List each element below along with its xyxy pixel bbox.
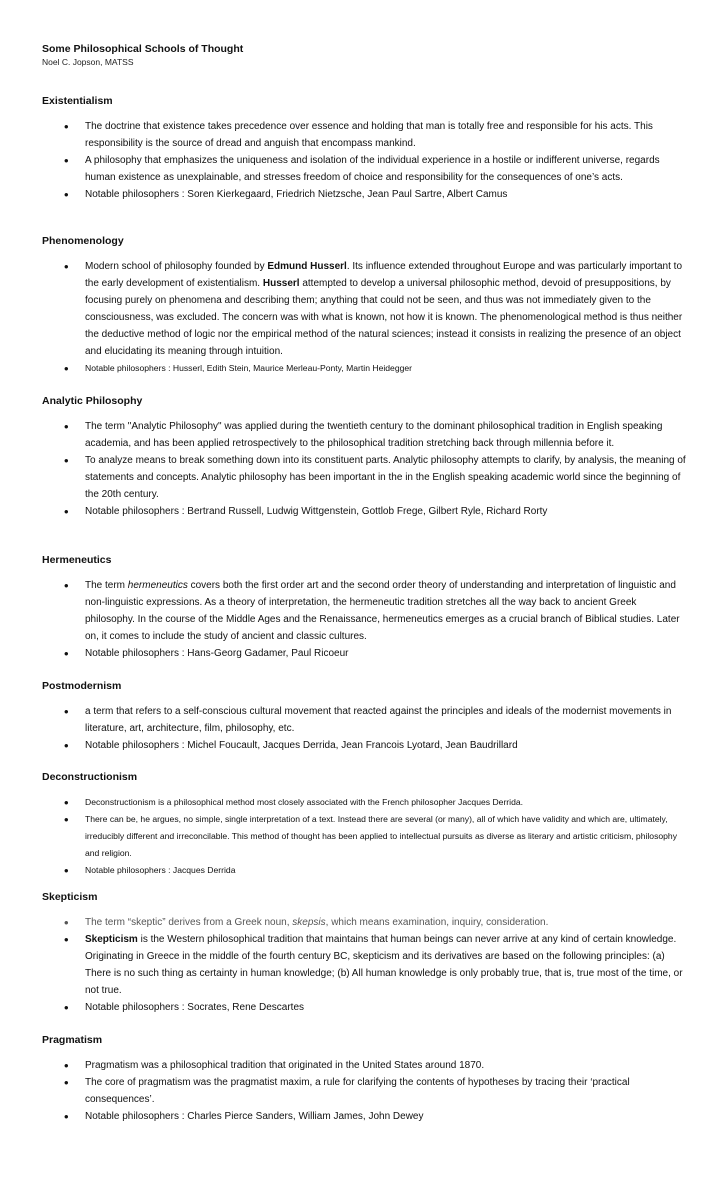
list-item: • A philosophy that emphasizes the uniqueness and isolation of the individual experience in a hostile or indifferent universe, regards human existence as unexplainable, and stresses freedom of choice and responsibility for the consequences of one’s acts. <box>42 152 688 186</box>
bullet-list <box>42 577 688 662</box>
bullet-list <box>42 118 688 203</box>
list-item: • Notable philosophers : Charles Pierce Sanders, William James, John Dewey <box>42 1108 688 1125</box>
list-item: • The core of pragmatism was the pragmatist maxim, a rule for clarifying the contents of hypotheses by tracing their ‘practical consequences’. <box>42 1074 688 1108</box>
list-item: • Notable philosophers : Soren Kierkegaard, Friedrich Nietzsche, Jean Paul Sartre, Albert Camus <box>42 186 688 203</box>
section-skepticism <box>42 890 688 1016</box>
section-analytic-philosophy <box>42 394 688 520</box>
bullet-list <box>42 794 688 879</box>
list-item: • Notable philosophers : Michel Foucault, Jacques Derrida, Jean Francois Lyotard, Jean Baudrillard <box>42 737 688 754</box>
list-item: • Modern school of philosophy founded by Edmund Husserl. Its influence extended throughout Europe and was particularly important to the early development of existentialism. Husserl attempted to develop a universal philosophic method, devoid of presuppositions, by focusing purely on phenomena and describing them; anything that could not be seen, and thus was not immediately given to the consciousness, was excluded. The concern was with what is known, not how it is known. The phenomenological method is thus neither the deductive method of logic nor the empirical method of the natural sciences; instead it consists in realizing the presence of an object and elucidating its meaning through intuition. <box>42 258 688 360</box>
list-item: • Notable philosophers : Hans-Georg Gadamer, Paul Ricoeur <box>42 645 688 662</box>
section-deconstructionism <box>42 770 688 879</box>
bullet-list <box>42 703 688 754</box>
section-postmodernism <box>42 679 688 754</box>
section-phenomenology <box>42 234 688 377</box>
list-item: • To analyze means to break something down into its constituent parts. Analytic philosophy attempts to clarify, by analysis, the meaning of statements and concepts. Analytic philosophy has been important in the in the English speaking academic world since the beginning of the 20th century. <box>42 452 688 503</box>
list-item: • Skepticism is the Western philosophical tradition that maintains that human beings can never arrive at any kind of certain knowledge. Originating in Greece in the middle of the fourth century BC, skepticism and its derivatives are based on the following principles: (a) There is no such thing as certainty in human knowledge; (b) All human knowledge is only probably true, that is, true most of the time, or not true. <box>42 931 688 999</box>
list-item: • The term “skeptic” derives from a Greek noun, skepsis, which means examination, inquiry, consideration. <box>42 914 688 931</box>
section-heading: Postmodernism <box>42 680 122 692</box>
bullet-list <box>42 258 688 377</box>
list-item: • Notable philosophers : Socrates, Rene Descartes <box>42 999 688 1016</box>
list-item: • Notable philosophers : Bertrand Russell, Ludwig Wittgenstein, Gottlob Frege, Gilbert Ryle, Richard Rorty <box>42 503 688 520</box>
section-existentialism <box>42 94 688 203</box>
list-item: • Deconstructionism is a philosophical method most closely associated with the French philosopher Jacques Derrida. <box>42 794 688 811</box>
section-heading: Existentialism <box>42 95 113 107</box>
list-item: • There can be, he argues, no simple, single interpretation of a text. Instead there are several (or many), all of which have validity and which are, ultimately, irreducibly different and irreconcilable. This method of thought has been applied to intellectual pursuits as diverse as literary and artistic criticism, philosophy and religion. <box>42 811 688 862</box>
document-title: Some Philosophical Schools of Thought <box>42 43 244 55</box>
list-item: • The term "Analytic Philosophy" was applied during the twentieth century to the dominant philosophical tradition in English speaking academia, and has been applied retrospectively to the philosophical tradition stretching back through millennia before it. <box>42 418 688 452</box>
bullet-list <box>42 418 688 520</box>
document-author: Noel C. Jopson, MATSS <box>42 57 134 67</box>
list-item: • Pragmatism was a philosophical tradition that originated in the United States around 1870. <box>42 1057 688 1074</box>
list-item: • a term that refers to a self-conscious cultural movement that reacted against the principles and ideals of the modernist movements in literature, art, architecture, film, philosophy, etc. <box>42 703 688 737</box>
list-item: • Notable philosophers : Jacques Derrida <box>42 862 688 879</box>
section-hermeneutics <box>42 553 688 662</box>
section-heading: Phenomenology <box>42 235 124 247</box>
section-heading: Analytic Philosophy <box>42 395 143 407</box>
section-heading: Hermeneutics <box>42 554 112 566</box>
section-heading: Pragmatism <box>42 1034 103 1046</box>
section-heading: Deconstructionism <box>42 771 138 783</box>
bullet-list <box>42 1057 688 1125</box>
bullet-list <box>42 914 688 1016</box>
section-pragmatism <box>42 1033 688 1125</box>
list-item: • The doctrine that existence takes precedence over essence and holding that man is totally free and responsible for his acts. This responsibility is the source of dread and anguish that encompass mankind. <box>42 118 688 152</box>
list-item: • Notable philosophers : Husserl, Edith Stein, Maurice Merleau-Ponty, Martin Heidegger <box>42 360 688 377</box>
section-heading: Skepticism <box>42 891 98 903</box>
list-item: • The term hermeneutics covers both the first order art and the second order theory of understanding and interpretation of linguistic and non-linguistic expressions. As a theory of interpretation, the hermeneutic tradition stretches all the way back to ancient Greek philosophy. In the course of the Middle Ages and the Renaissance, hermeneutics emerges as a crucial branch of Biblical studies. Later on, it comes to include the study of ancient and classic cultures. <box>42 577 688 645</box>
